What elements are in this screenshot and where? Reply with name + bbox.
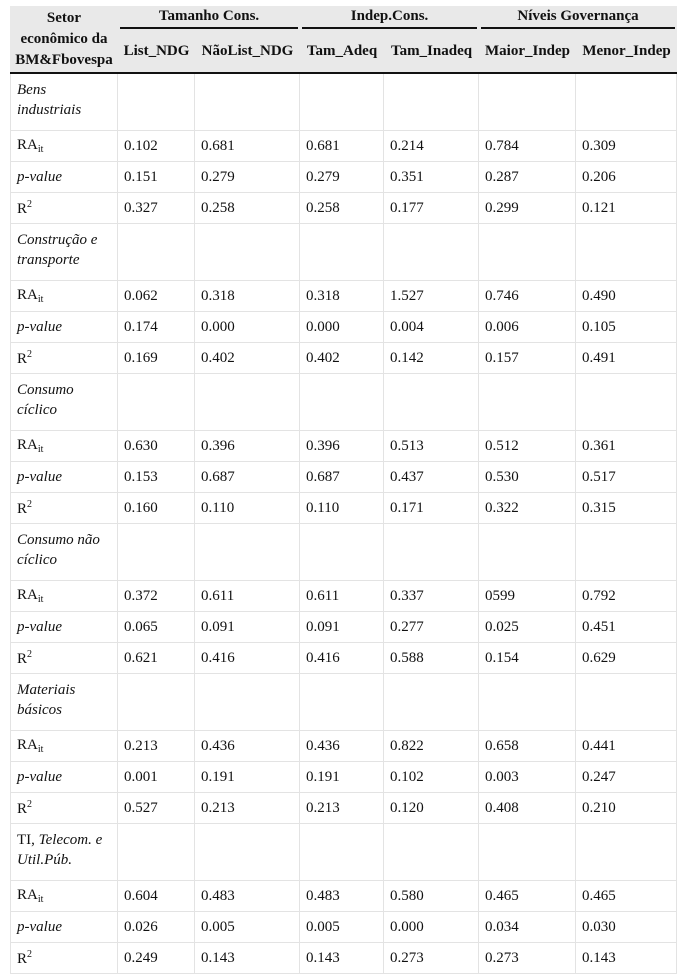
value-cell: 0.580 [384,881,479,912]
stat-label-r2-base: R [17,650,28,667]
stat-label-r2 [10,343,118,374]
value-cell: 0.214 [384,131,479,162]
value-cell: 0.658 [479,731,576,762]
stat-label-r2-base: R [17,350,28,367]
sector-name-line1: Consumo [17,382,74,398]
sector-name-line2: industriais [17,102,82,118]
table-row-ra [10,431,677,462]
value-cell: 0.408 [479,793,576,824]
value-cell: 0.746 [479,281,576,312]
stat-label-ra [10,881,118,912]
value-cell: 0.006 [479,312,576,343]
empty-cell [300,224,384,281]
value-cell: 0.169 [118,343,195,374]
value-cell: 0.512 [479,431,576,462]
stat-label-r2-sup: 2 [27,798,33,810]
results-table-container [10,6,677,974]
value-cell: 0.792 [576,581,677,612]
stat-label-pvalue-text: p-value [17,768,62,785]
empty-cell [479,74,576,131]
value-cell: 0599 [479,581,576,612]
value-cell: 0.142 [384,343,479,374]
value-cell: 0.483 [300,881,384,912]
stat-label-pvalue [10,312,118,343]
stat-label-r2 [10,793,118,824]
empty-cell [384,224,479,281]
table-row-section [10,674,677,731]
value-cell: 0.191 [300,762,384,793]
table-row-ra [10,581,677,612]
empty-cell [118,74,195,131]
value-cell: 0.630 [118,431,195,462]
value-cell: 0.621 [118,643,195,674]
group-header-tamanho: Tamanho Cons. [118,6,300,30]
sector-name-line1: Consumo não [17,532,100,548]
stat-label-ra [10,731,118,762]
setor-header-line3: BM&Fbovespa [15,51,113,68]
sector-name-line2: Util.Púb. [17,852,72,868]
stat-label-r2-sup: 2 [27,498,33,510]
table-row-section [10,524,677,581]
stat-label-ra [10,581,118,612]
value-cell: 0.004 [384,312,479,343]
value-cell: 0.121 [576,193,677,224]
stat-label-r2 [10,643,118,674]
sector-name-line1: Bens [17,82,47,98]
stat-label-ra [10,131,118,162]
value-cell: 0.030 [576,912,677,943]
value-cell: 0.279 [195,162,300,193]
empty-cell [384,74,479,131]
column-header-naolist-ndg: NãoList_NDG [195,30,300,74]
table-row-r2 [10,793,677,824]
empty-cell [118,224,195,281]
table-row-ra [10,281,677,312]
value-cell: 0.258 [300,193,384,224]
value-cell: 0.154 [479,643,576,674]
value-cell: 0.513 [384,431,479,462]
table-row-pvalue [10,912,677,943]
stat-label-ra-base: RA [17,137,38,153]
value-cell: 0.322 [479,493,576,524]
value-cell: 0.025 [479,612,576,643]
value-cell: 0.530 [479,462,576,493]
stat-label-pvalue-text: p-value [17,168,62,185]
empty-cell [300,74,384,131]
value-cell: 0.151 [118,162,195,193]
table-row-pvalue [10,312,677,343]
value-cell: 0.436 [300,731,384,762]
value-cell: 0.687 [195,462,300,493]
stat-label-ra-sub: it [37,594,44,605]
value-cell: 0.396 [195,431,300,462]
value-cell: 0.490 [576,281,677,312]
stat-label-pvalue [10,462,118,493]
stat-label-r2 [10,493,118,524]
value-cell: 0.327 [118,193,195,224]
value-cell: 0.402 [300,343,384,374]
sector-name [10,74,118,131]
value-cell: 0.416 [195,643,300,674]
sector-name-line2: cíclico [17,402,57,418]
value-cell: 0.005 [195,912,300,943]
stat-label-ra-base: RA [17,737,38,753]
value-cell: 0.611 [300,581,384,612]
value-cell: 0.277 [384,612,479,643]
setor-header [10,6,118,74]
table-row-ra [10,881,677,912]
table-row-pvalue [10,612,677,643]
value-cell: 0.191 [195,762,300,793]
stat-label-ra-base: RA [17,287,38,303]
empty-cell [384,524,479,581]
table-row-r2 [10,493,677,524]
empty-cell [195,374,300,431]
sector-name-line1: Telecom. e [38,832,103,848]
value-cell: 0.110 [195,493,300,524]
stat-label-pvalue [10,762,118,793]
value-cell: 0.206 [576,162,677,193]
value-cell: 0.005 [300,912,384,943]
empty-cell [118,374,195,431]
value-cell: 0.249 [118,943,195,974]
empty-cell [479,374,576,431]
value-cell: 0.318 [195,281,300,312]
value-cell: 0.120 [384,793,479,824]
empty-cell [300,524,384,581]
value-cell: 0.629 [576,643,677,674]
value-cell: 0.143 [195,943,300,974]
table-row-r2 [10,943,677,974]
value-cell: 0.465 [479,881,576,912]
stat-label-ra [10,431,118,462]
value-cell: 0.026 [118,912,195,943]
value-cell: 0.604 [118,881,195,912]
empty-cell [479,524,576,581]
stat-label-r2-base: R [17,800,28,817]
value-cell: 0.309 [576,131,677,162]
empty-cell [479,224,576,281]
value-cell: 0.687 [300,462,384,493]
value-cell: 0.287 [479,162,576,193]
stat-label-r2-base: R [17,200,28,217]
stat-label-pvalue [10,612,118,643]
value-cell: 0.784 [479,131,576,162]
stat-label-r2-sup: 2 [27,348,33,360]
sector-name [10,674,118,731]
value-cell: 0.318 [300,281,384,312]
empty-cell [195,74,300,131]
sector-name-line1: Materiais [17,682,76,698]
value-cell: 0.034 [479,912,576,943]
group-header-indep: Indep.Cons. [300,6,479,30]
stat-label-ra [10,281,118,312]
value-cell: 0.171 [384,493,479,524]
stat-label-r2-sup: 2 [27,948,33,960]
empty-cell [195,524,300,581]
column-header-list-ndg: List_NDG [118,30,195,74]
table-row-pvalue [10,162,677,193]
value-cell: 0.822 [384,731,479,762]
sector-name-line1: Construção e [17,232,98,248]
empty-cell [576,674,677,731]
stat-label-pvalue-text: p-value [17,618,62,635]
stat-label-ra-sub: it [37,894,44,905]
stat-label-ra-sub: it [37,144,44,155]
value-cell: 0.213 [300,793,384,824]
empty-cell [195,824,300,881]
empty-cell [576,74,677,131]
value-cell: 0.160 [118,493,195,524]
value-cell: 0.611 [195,581,300,612]
table-row-section [10,74,677,131]
value-cell: 0.174 [118,312,195,343]
value-cell: 0.437 [384,462,479,493]
empty-cell [300,674,384,731]
value-cell: 0.102 [118,131,195,162]
value-cell: 0.091 [300,612,384,643]
empty-cell [384,374,479,431]
stat-label-pvalue-text: p-value [17,918,62,935]
value-cell: 0.483 [195,881,300,912]
table-header [10,6,677,74]
results-table [10,6,677,974]
table-row-pvalue [10,762,677,793]
stat-label-pvalue-text: p-value [17,318,62,335]
value-cell: 0.279 [300,162,384,193]
value-cell: 0.105 [576,312,677,343]
value-cell: 0.681 [195,131,300,162]
sector-name [10,224,118,281]
value-cell: 0.465 [576,881,677,912]
value-cell: 0.451 [576,612,677,643]
value-cell: 0.177 [384,193,479,224]
sector-name-line2: básicos [17,702,62,718]
stat-label-ra-sub: it [37,444,44,455]
value-cell: 0.210 [576,793,677,824]
value-cell: 0.416 [300,643,384,674]
empty-cell [195,224,300,281]
sector-name [10,374,118,431]
value-cell: 0.110 [300,493,384,524]
stat-label-pvalue-text: p-value [17,468,62,485]
column-header-tam-inadeq: Tam_Inadeq [384,30,479,74]
table-row-pvalue [10,462,677,493]
empty-cell [300,374,384,431]
value-cell: 0.143 [576,943,677,974]
value-cell: 0.396 [300,431,384,462]
value-cell: 0.299 [479,193,576,224]
value-cell: 0.436 [195,731,300,762]
value-cell: 0.091 [195,612,300,643]
empty-cell [576,824,677,881]
value-cell: 0.000 [384,912,479,943]
value-cell: 0.681 [300,131,384,162]
value-cell: 0.491 [576,343,677,374]
sector-name-line2: transporte [17,252,80,268]
stat-label-ra-base: RA [17,437,38,453]
value-cell: 0.001 [118,762,195,793]
stat-label-pvalue [10,162,118,193]
empty-cell [118,674,195,731]
value-cell: 0.157 [479,343,576,374]
empty-cell [479,674,576,731]
empty-cell [118,524,195,581]
table-row-r2 [10,343,677,374]
empty-cell [384,824,479,881]
table-row-ra [10,731,677,762]
value-cell: 0.247 [576,762,677,793]
value-cell: 0.065 [118,612,195,643]
value-cell: 0.003 [479,762,576,793]
value-cell: 1.527 [384,281,479,312]
value-cell: 0.441 [576,731,677,762]
value-cell: 0.153 [118,462,195,493]
group-header-governanca: Níveis Governança [479,6,677,30]
sector-name-line2: cíclico [17,552,57,568]
value-cell: 0.527 [118,793,195,824]
empty-cell [576,224,677,281]
stat-label-r2-base: R [17,500,28,517]
value-cell: 0.062 [118,281,195,312]
setor-header-line1: Setor [46,9,82,26]
table-row-r2 [10,643,677,674]
stat-label-ra-sub: it [37,744,44,755]
value-cell: 0.315 [576,493,677,524]
stat-label-r2 [10,943,118,974]
empty-cell [118,824,195,881]
empty-cell [576,524,677,581]
value-cell: 0.102 [384,762,479,793]
empty-cell [195,674,300,731]
value-cell: 0.361 [576,431,677,462]
stat-label-r2-sup: 2 [27,198,33,210]
value-cell: 0.258 [195,193,300,224]
value-cell: 0.000 [195,312,300,343]
column-header-maior-indep: Maior_Indep [479,30,576,74]
column-header-menor-indep: Menor_Indep [576,30,677,74]
value-cell: 0.213 [195,793,300,824]
value-cell: 0.337 [384,581,479,612]
value-cell: 0.372 [118,581,195,612]
stat-label-r2-sup: 2 [27,648,33,660]
value-cell: 0.517 [576,462,677,493]
sector-name [10,524,118,581]
value-cell: 0.213 [118,731,195,762]
empty-cell [479,824,576,881]
value-cell: 0.273 [384,943,479,974]
table-row-section [10,374,677,431]
stat-label-r2-base: R [17,950,28,967]
stat-label-r2 [10,193,118,224]
stat-label-pvalue [10,912,118,943]
table-row-section [10,824,677,881]
table-row-r2 [10,193,677,224]
stat-label-ra-base: RA [17,587,38,603]
table-body [10,74,677,974]
value-cell: 0.588 [384,643,479,674]
sector-name [10,824,118,881]
sector-name-prefix: TI, [17,832,39,848]
value-cell: 0.143 [300,943,384,974]
empty-cell [384,674,479,731]
value-cell: 0.402 [195,343,300,374]
setor-header-line2: econômico da [20,30,108,47]
value-cell: 0.273 [479,943,576,974]
value-cell: 0.000 [300,312,384,343]
stat-label-ra-base: RA [17,887,38,903]
table-row-section [10,224,677,281]
table-row-ra [10,131,677,162]
stat-label-ra-sub: it [37,294,44,305]
value-cell: 0.351 [384,162,479,193]
empty-cell [576,374,677,431]
empty-cell [300,824,384,881]
column-header-tam-adeq: Tam_Adeq [300,30,384,74]
